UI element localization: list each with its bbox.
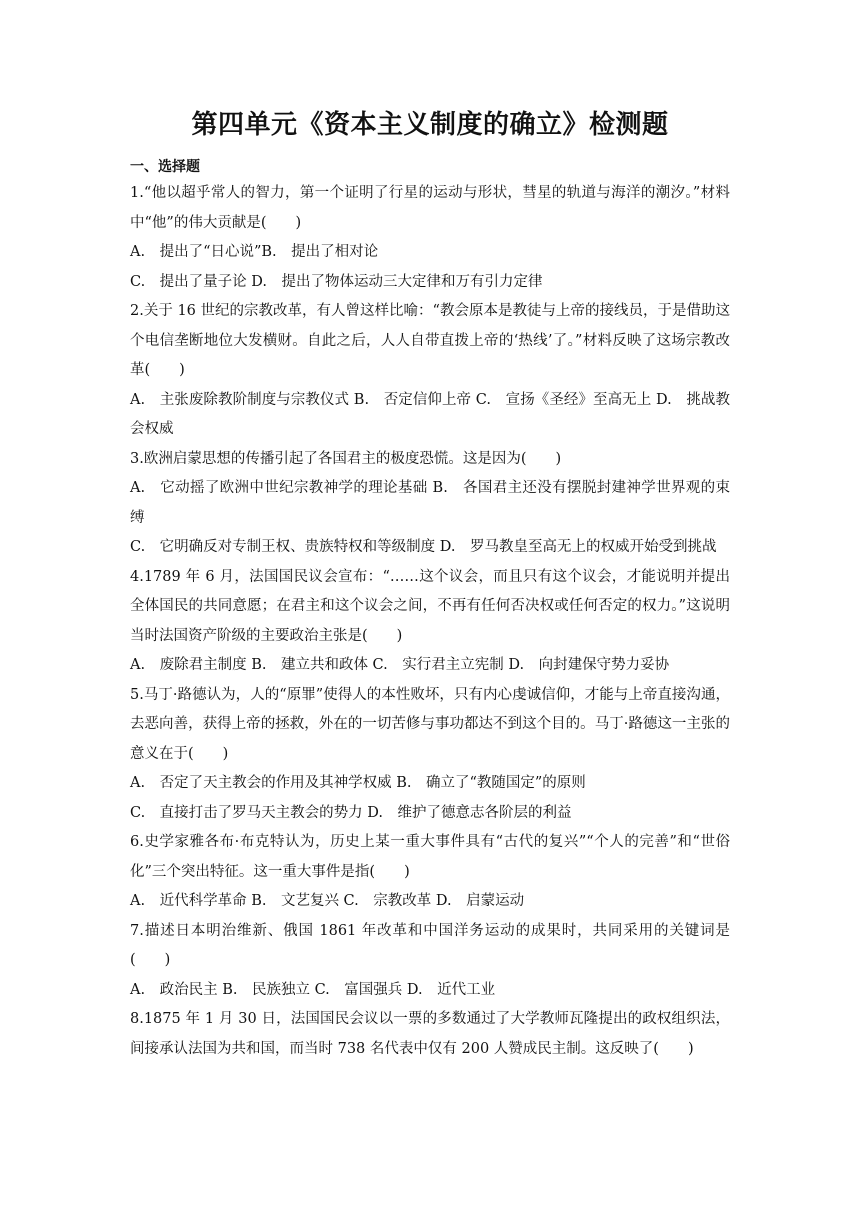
question-stem: 4.1789 年 6 月，法国国民议会宣布：“……这个议会，而且只有这个议会，才能说明并提出全体国民的共同意愿；在君主和这个议会之间，不再有任何否决权或任何否定的权力。”这说明当时法国资产阶级的主要政治主张是( ) [130, 568, 730, 644]
option-line: A. 否定了天主教会的作用及其神学权威 B. 确立了“教随国定”的原则 [130, 775, 586, 791]
question-4 [130, 563, 730, 681]
option-line: A. 废除君主制度 B. 建立共和政体 C. 实行君主立宪制 D. 向封建保守势力妥协 [130, 657, 670, 673]
option-line: C. 直接打击了罗马天主教会的势力 D. 维护了德意志各阶层的利益 [130, 804, 572, 821]
question-stem: 5.马丁·路德认为，人的“原罪”使得人的本性败坏，只有内心虔诚信仰，才能与上帝直接沟通，去恶向善，获得上帝的拯救，外在的一切苦修与事功都达不到这个目的。马丁·路德这一主张的意义在于( ) [130, 686, 730, 762]
question-list [130, 179, 730, 1064]
question-1 [130, 179, 730, 297]
question-stem: 3.欧洲启蒙思想的传播引起了各国君主的极度恐慌。这是因为( ) [130, 450, 562, 467]
section-heading: 一、选择题 [130, 159, 200, 175]
question-stem: 6.史学家雅各布·布克特认为，历史上某一重大事件具有“古代的复兴”“个人的完善”和“世俗化”三个突出特征。这一重大事件是指( ) [130, 834, 730, 880]
option-line: A. 政治民主 B. 民族独立 C. 富国强兵 D. 近代工业 [130, 981, 496, 998]
option-line: A. 它动摇了欧洲中世纪宗教神学的理论基础 B. 各国君主还没有摆脱封建神学世界观的束缚 [130, 480, 730, 526]
question-7 [130, 917, 730, 1006]
question-stem: 1.“他以超乎常人的智力，第一个证明了行星的运动与形状，彗星的轨道与海洋的潮汐。”材料中“他”的伟大贡献是( ) [130, 185, 730, 231]
option-line: A. 主张废除教阶制度与宗教仪式 B. 否定信仰上帝 C. 宣扬《圣经》至高无上 D. 挑战教会权威 [130, 391, 730, 437]
question-stem: 2.关于 16 世纪的宗教改革，有人曾这样比喻：“教会原本是教徒与上帝的接线员，于是借助这个电信垄断地位大发横财。自此之后，人人自带直拨上帝的‘热线’了。”材料反映了这场宗教改革( ) [130, 303, 730, 378]
question-3 [130, 445, 730, 563]
question-stem: 8.1875 年 1 月 30 日，法国国民会议以一票的多数通过了大学教师瓦隆提出的政权组织法，间接承认法国为共和国，而当时 738 名代表中仅有 200 人赞成民主制。这反映了( ) [130, 1011, 730, 1057]
question-stem: 7.描述日本明治维新、俄国 1861 年改革和中国洋务运动的成果时，共同采用的关键词是( ) [130, 922, 730, 968]
option-line: C. 提出了量子论 D. 提出了物体运动三大定律和万有引力定律 [130, 273, 543, 290]
page-title: 第四单元《资本主义制度的确立》检测题 [191, 110, 669, 140]
option-line: C. 它明确反对专制王权、贵族特权和等级制度 D. 罗马教皇至高无上的权威开始受到挑战 [130, 539, 717, 555]
question-8 [130, 1005, 730, 1064]
question-2 [130, 297, 730, 445]
option-line: A. 提出了“日心说”B. 提出了相对论 [130, 244, 379, 260]
option-line: A. 近代科学革命 B. 文艺复兴 C. 宗教改革 D. 启蒙运动 [130, 893, 525, 909]
question-6 [130, 828, 730, 917]
question-5 [130, 681, 730, 829]
